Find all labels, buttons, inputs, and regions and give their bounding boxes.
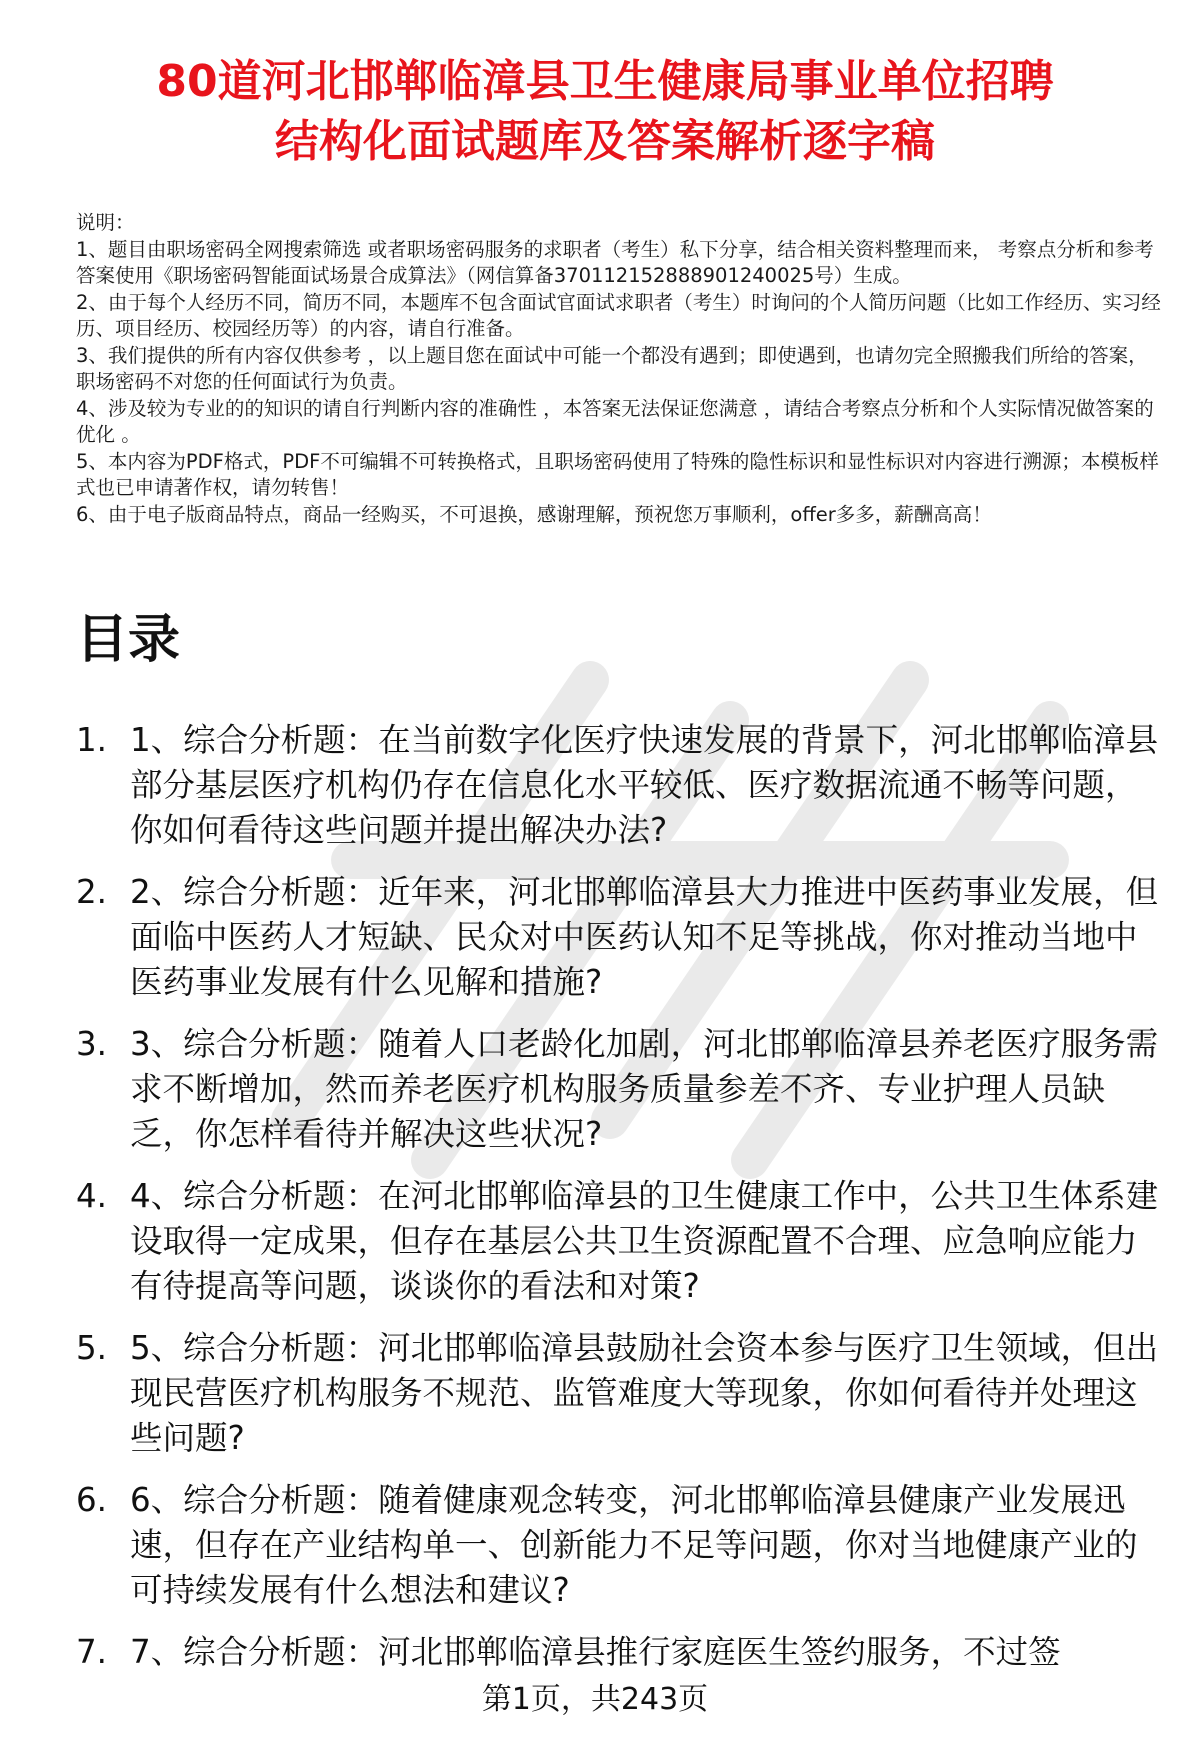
toc-item[interactable] [76,870,1168,1005]
note-item-2: 2、由于每个人经历不同，简历不同，本题库不包含面试官面试求职者（考生）时询问的个人简历问题（比如工作经历、实习经历、项目经历、校园经历等）的内容，请自行准备。 [76,290,1161,340]
toc-item-number: 6. [76,1481,108,1519]
toc-item-text: 6、综合分析题：随着健康观念转变，河北邯郸临漳县健康产业发展迅速，但存在产业结构单一、创新能力不足等问题，你对当地健康产业的可持续发展有什么想法和建议? [130,1481,1138,1609]
toc-item-number: 2. [76,873,108,911]
toc-item-text: 7、综合分析题：河北邯郸临漳县推行家庭医生签约服务，不过签 [130,1633,1061,1671]
note-item-6: 6、由于电子版商品特点，商品一经购买，不可退换，感谢理解，预祝您万事顺利，offer多多，薪酬高高！ [76,502,992,526]
title-line-1: 80道河北邯郸临漳县卫生健康局事业单位招聘 [156,56,1054,107]
toc-item[interactable] [76,718,1168,853]
toc-item-number: 3. [76,1025,108,1063]
note-item-3: 3、我们提供的所有内容仅供参考 ，以上题目您在面试中可能一个都没有遇到；即使遇到，也请勿完全照搬我们所给的答案，职场密码不对您的任何面试行为负责。 [76,343,1148,393]
note-item-5: 5、本内容为PDF格式，PDF不可编辑不可转换格式，且职场密码使用了特殊的隐性标识和显性标识对内容进行溯源；本模板样式也已申请著作权，请勿转售！ [76,449,1159,499]
toc-item[interactable] [76,1174,1168,1309]
toc-list [76,718,1168,1692]
title-line-2: 结构化面试题库及答案解析逐字稿 [275,116,935,167]
toc-item-text: 1、综合分析题：在当前数字化医疗快速发展的背景下，河北邯郸临漳县部分基层医疗机构仍存在信息化水平较低、医疗数据流通不畅等问题，你如何看待这些问题并提出解决办法? [130,721,1159,849]
toc-item-number: 1. [76,721,108,759]
toc-item-text: 5、综合分析题：河北邯郸临漳县鼓励社会资本参与医疗卫生领域，但出现民营医疗机构服务不规范、监管难度大等现象，你如何看待并处理这些问题? [130,1329,1159,1457]
toc-item-number: 7. [76,1633,108,1671]
notes-heading: 说明： [76,211,135,234]
note-item-4: 4、涉及较为专业的的知识的请自行判断内容的准确性 ，本答案无法保证您满意 ，请结合考察点分析和个人实际情况做答案的优化 。 [76,396,1154,446]
toc-item[interactable] [76,1478,1168,1613]
toc-item[interactable] [76,1326,1168,1461]
toc-heading: 目录 [76,610,181,670]
page-number-label: 第1页，共243页 [481,1682,709,1717]
toc-item-number: 5. [76,1329,108,1367]
document-title [60,52,1150,172]
note-item-1: 1、题目由职场密码全网搜索筛选 或者职场密码服务的求职者（考生）私下分享，结合相关资料整理而来， 考察点分析和参考答案使用《职场密码智能面试场景合成算法》（网信算备370112152888901240025号）生成。 [76,237,1154,287]
toc-item-text: 4、综合分析题：在河北邯郸临漳县的卫生健康工作中，公共卫生体系建设取得一定成果，但存在基层公共卫生资源配置不合理、应急响应能力有待提高等问题，谈谈你的看法和对策? [130,1177,1159,1305]
toc-item[interactable] [76,1022,1168,1157]
toc-item[interactable] [76,1630,1168,1675]
toc-item-number: 4. [76,1177,108,1215]
toc-item-text: 3、综合分析题：随着人口老龄化加剧，河北邯郸临漳县养老医疗服务需求不断增加，然而养老医疗机构服务质量参差不齐、专业护理人员缺乏，你怎样看待并解决这些状况? [130,1025,1159,1153]
toc-item-text: 2、综合分析题：近年来，河北邯郸临漳县大力推进中医药事业发展，但面临中医药人才短缺、民众对中医药认知不足等挑战，你对推动当地中医药事业发展有什么见解和措施? [130,873,1159,1001]
page-footer [0,1680,1190,1720]
instructions-block [76,210,1166,528]
